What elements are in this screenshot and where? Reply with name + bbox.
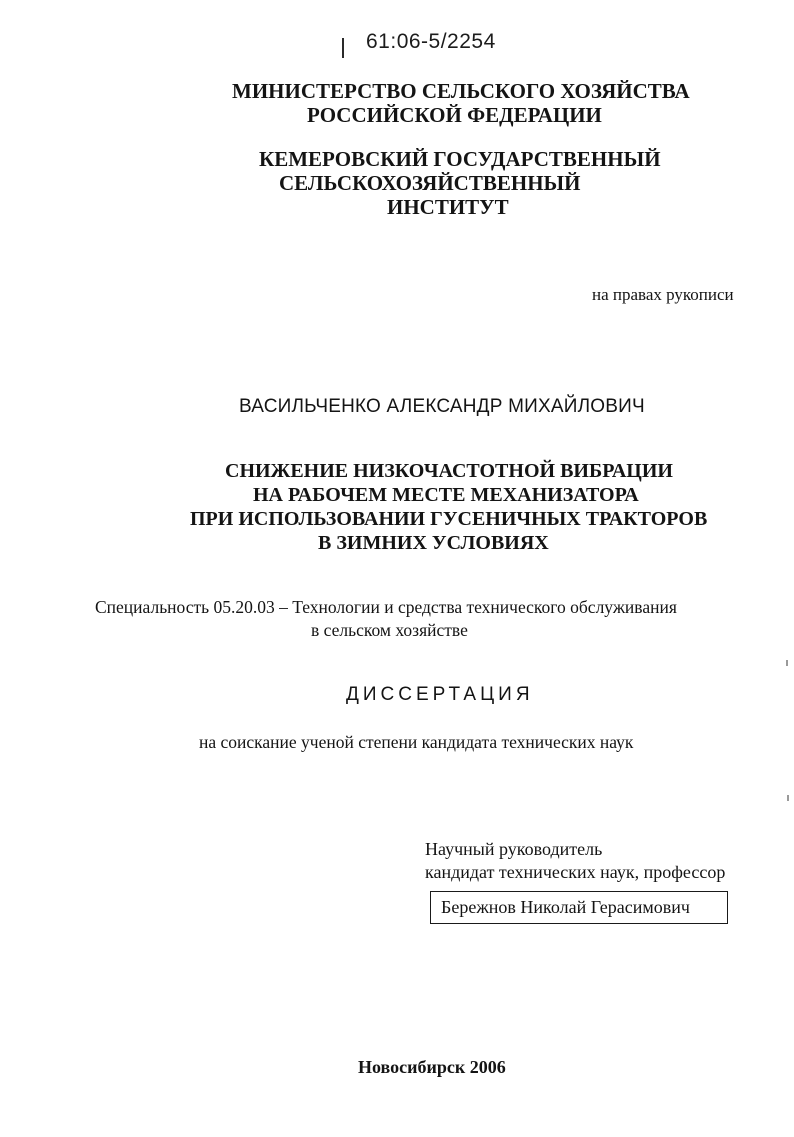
specialty-line-1: Специальность 05.20.03 – Технологии и средства технического обслуживания bbox=[95, 597, 677, 617]
title-line-4: В ЗИМНИХ УСЛОВИЯХ bbox=[318, 532, 549, 554]
supervisor-credentials: кандидат технических наук, профессор bbox=[425, 862, 726, 882]
document-type: ДИССЕРТАЦИЯ bbox=[346, 684, 534, 705]
library-stamp-number: 61:06-5/2254 bbox=[366, 30, 496, 53]
ministry-line-1: МИНИСТЕРСТВО СЕЛЬСКОГО ХОЗЯЙСТВА bbox=[232, 79, 690, 103]
supervisor-name-box: Бережнов Николай Герасимович bbox=[430, 891, 728, 924]
title-line-3: ПРИ ИСПОЛЬЗОВАНИИ ГУСЕНИЧНЫХ ТРАКТОРОВ bbox=[190, 508, 708, 530]
institute-line-1: КЕМЕРОВСКИЙ ГОСУДАРСТВЕННЫЙ bbox=[259, 147, 661, 171]
author-name: ВАСИЛЬЧЕНКО АЛЕКСАНДР МИХАЙЛОВИЧ bbox=[239, 396, 645, 417]
institute-line-3: ИНСТИТУТ bbox=[387, 195, 509, 219]
title-line-1: СНИЖЕНИЕ НИЗКОЧАСТОТНОЙ ВИБРАЦИИ bbox=[225, 460, 673, 482]
rights-note: на правах рукописи bbox=[592, 285, 734, 304]
scan-speck bbox=[787, 795, 789, 801]
specialty-line-2: в сельском хозяйстве bbox=[311, 620, 468, 640]
stamp-mark bbox=[342, 38, 344, 58]
title-line-2: НА РАБОЧЕМ МЕСТЕ МЕХАНИЗАТОРА bbox=[253, 484, 639, 506]
ministry-line-2: РОССИЙСКОЙ ФЕДЕРАЦИИ bbox=[307, 103, 602, 127]
degree-line: на соискание ученой степени кандидата технических наук bbox=[199, 732, 634, 752]
city-year: Новосибирск 2006 bbox=[358, 1057, 506, 1077]
institute-line-2: СЕЛЬСКОХОЗЯЙСТВЕННЫЙ bbox=[279, 171, 581, 195]
supervisor-role: Научный руководитель bbox=[425, 839, 603, 859]
scan-speck bbox=[786, 660, 788, 666]
